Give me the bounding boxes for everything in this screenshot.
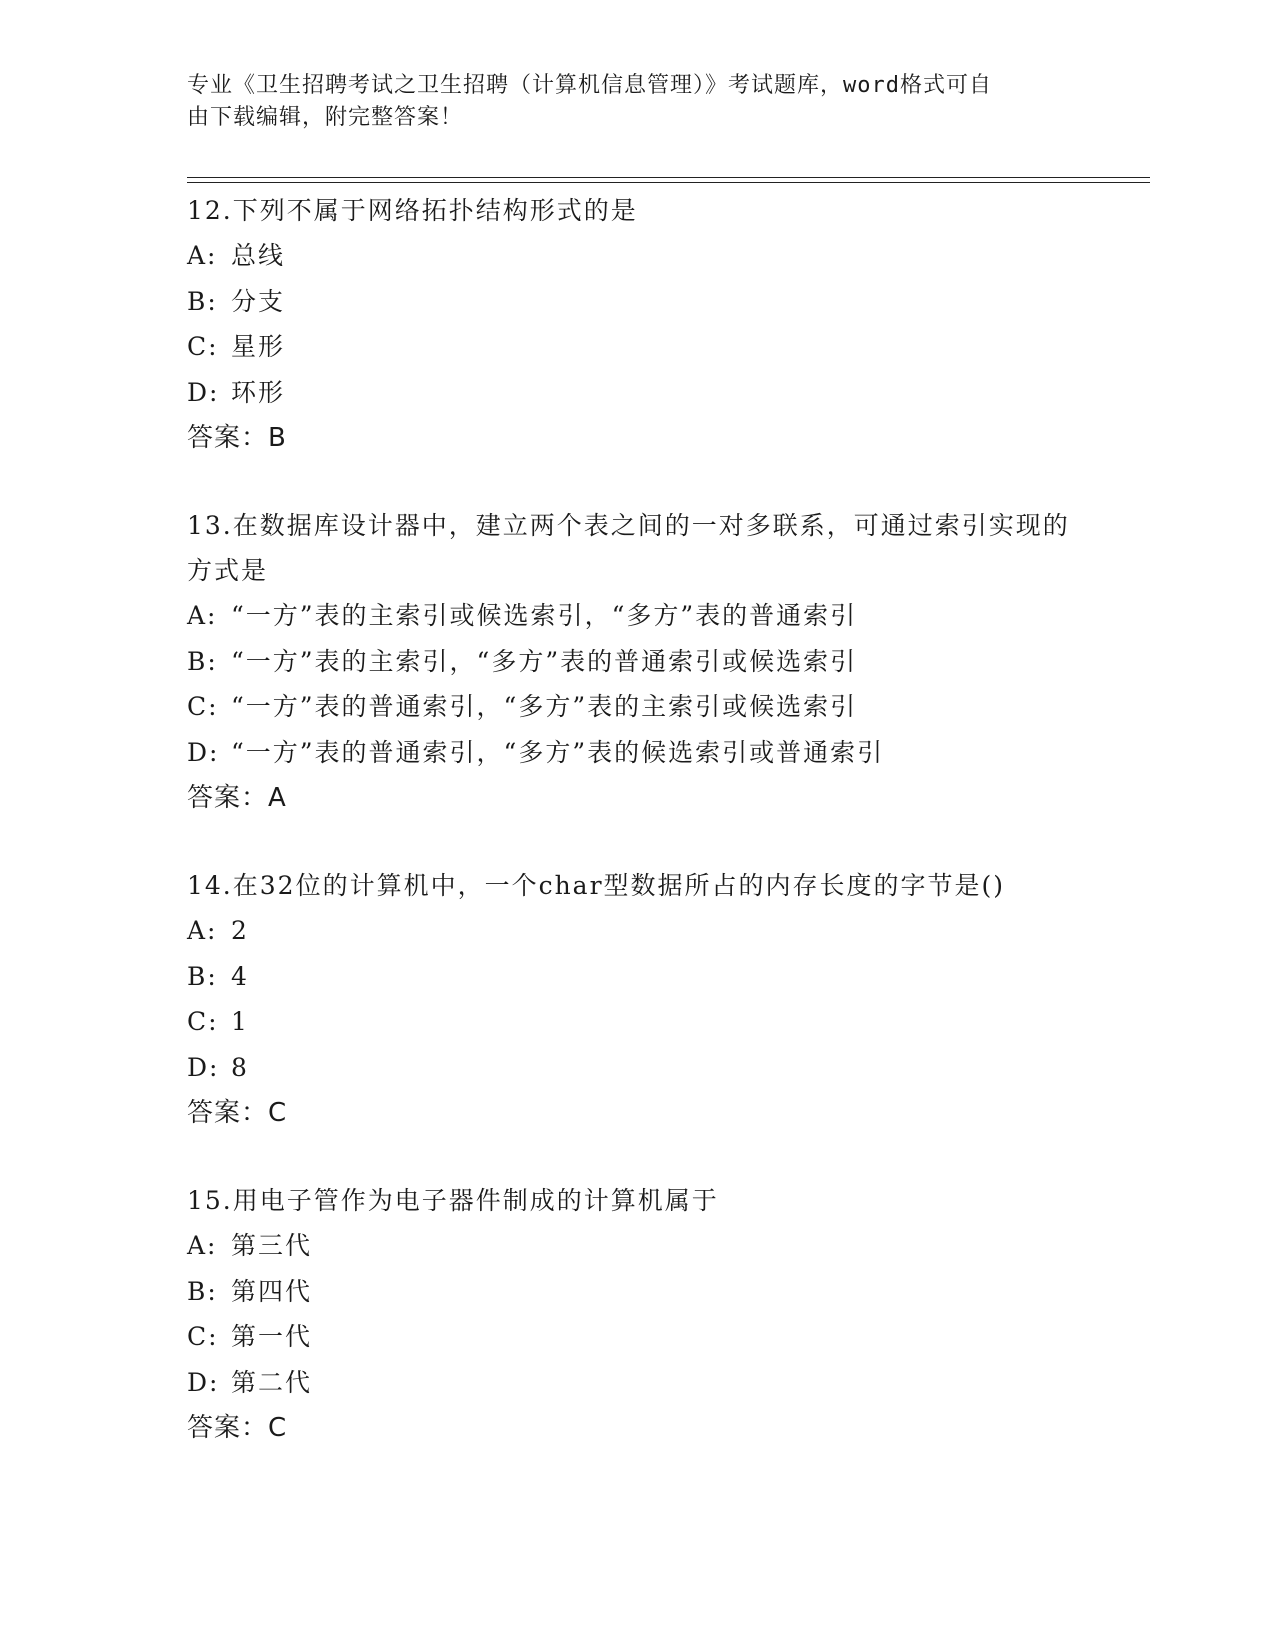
question-list bbox=[187, 188, 1087, 1493]
option-text: 8 bbox=[231, 1052, 249, 1082]
answer: 答案：B bbox=[187, 423, 287, 453]
option-text: 第三代 bbox=[231, 1231, 313, 1260]
header-divider-top bbox=[187, 177, 1150, 178]
option-label: B: bbox=[187, 286, 218, 316]
question-13 bbox=[187, 503, 1087, 821]
option-text: 2 bbox=[231, 916, 249, 945]
document-header bbox=[187, 70, 1067, 134]
header-line-2: 由下载编辑，附完整答案！ bbox=[187, 105, 464, 130]
option-label: D: bbox=[187, 1367, 220, 1397]
answer: 答案：C bbox=[187, 1413, 288, 1443]
option-d bbox=[187, 1360, 1087, 1406]
option-text: 总线 bbox=[231, 241, 286, 270]
option-text: 星形 bbox=[231, 332, 286, 361]
option-text: 4 bbox=[231, 961, 249, 991]
option-c bbox=[187, 1314, 1087, 1360]
option-a bbox=[187, 593, 1087, 639]
option-a bbox=[187, 1223, 1087, 1269]
question-15 bbox=[187, 1178, 1087, 1451]
option-b bbox=[187, 279, 1087, 325]
option-label: C: bbox=[187, 1007, 219, 1036]
option-text: 第一代 bbox=[231, 1322, 313, 1351]
option-label: D: bbox=[187, 737, 220, 767]
option-b bbox=[187, 1269, 1087, 1315]
option-text: 第四代 bbox=[231, 1276, 313, 1306]
option-label: C: bbox=[187, 332, 219, 361]
option-label: C: bbox=[187, 692, 219, 721]
option-b bbox=[187, 954, 1087, 1000]
header-divider-bottom bbox=[187, 182, 1150, 183]
option-text: 分支 bbox=[231, 286, 286, 316]
option-label: D: bbox=[187, 377, 220, 407]
option-text: “一方”表的普通索引，“多方”表的主索引或候选索引 bbox=[231, 692, 858, 721]
question-12 bbox=[187, 188, 1087, 461]
option-label: D: bbox=[187, 1052, 220, 1082]
option-label: B: bbox=[187, 1276, 218, 1306]
option-text: “一方”表的主索引或候选索引，“多方”表的普通索引 bbox=[231, 601, 858, 630]
option-c bbox=[187, 324, 1087, 370]
option-label: A: bbox=[187, 1231, 218, 1260]
option-a bbox=[187, 908, 1087, 954]
option-c bbox=[187, 684, 1087, 730]
option-text: 1 bbox=[231, 1007, 249, 1036]
option-c bbox=[187, 999, 1087, 1045]
option-label: A: bbox=[187, 241, 218, 270]
option-a bbox=[187, 233, 1087, 279]
answer: 答案：A bbox=[187, 783, 287, 813]
option-b bbox=[187, 639, 1087, 685]
question-14 bbox=[187, 863, 1087, 1136]
option-d bbox=[187, 1045, 1087, 1091]
option-text: 环形 bbox=[231, 377, 286, 407]
header-line-1: 专业《卫生招聘考试之卫生招聘（计算机信息管理）》考试题库，word格式可自 bbox=[187, 73, 992, 98]
question-text: 13.在数据库设计器中，建立两个表之间的一对多联系，可通过索引实现的方式是 bbox=[187, 511, 1070, 585]
option-text: 第二代 bbox=[231, 1367, 313, 1397]
option-text: “一方”表的主索引，“多方”表的普通索引或候选索引 bbox=[231, 646, 858, 676]
option-label: B: bbox=[187, 646, 218, 676]
question-text: 14.在32位的计算机中，一个char型数据所占的内存长度的字节是() bbox=[187, 871, 1006, 900]
option-label: B: bbox=[187, 961, 218, 991]
option-d bbox=[187, 730, 1087, 776]
option-label: C: bbox=[187, 1322, 219, 1351]
question-text: 15.用电子管作为电子器件制成的计算机属于 bbox=[187, 1186, 719, 1215]
answer: 答案：C bbox=[187, 1098, 288, 1128]
option-d bbox=[187, 370, 1087, 416]
option-text: “一方”表的普通索引，“多方”表的候选索引或普通索引 bbox=[231, 737, 885, 767]
option-label: A: bbox=[187, 916, 218, 945]
option-label: A: bbox=[187, 601, 218, 630]
question-text: 12.下列不属于网络拓扑结构形式的是 bbox=[187, 196, 638, 225]
